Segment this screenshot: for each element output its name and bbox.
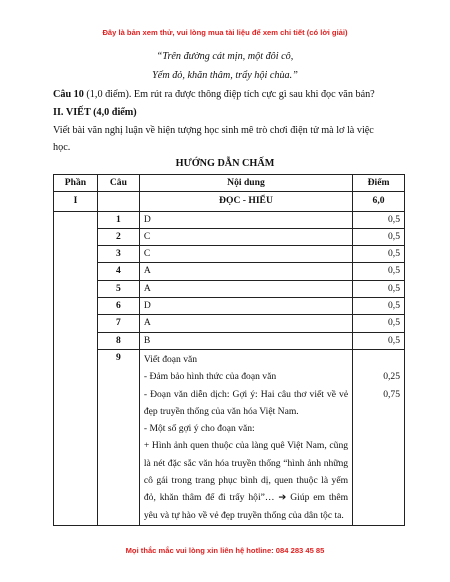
- score: 0,5: [353, 332, 405, 349]
- preview-banner-top: Đây là bản xem thử, vui lòng mua tài liệu để xem chi tiết (có lời giải): [102, 28, 348, 37]
- q9-line: + Hình ảnh quen thuộc của làng quê Việt Nam, cũng là nét đặc sắc văn hóa truyền thống “hình ảnh những cô gái trong trang phục bình dị, quen thuộc là yếm đỏ, khăn thâm để đi trẩy hội”… ➔ Giúp em thêm yêu và tự hào về vẻ đẹp truyền thống của dân tộc ta.: [143, 440, 349, 521]
- q9-line: - Đoạn văn diễn dịch: Gợi ý: Hai câu thơ viết về vẻ đẹp truyền thống của văn hóa Việt Nam.: [143, 388, 349, 417]
- table-row: [54, 263, 405, 280]
- hotline-banner-bottom: Mọi thắc mắc vui lòng xin liên hệ hotline: 084 283 45 85: [125, 546, 325, 555]
- section-score: 6,0: [353, 192, 405, 211]
- table-row: [54, 228, 405, 245]
- table-row: [54, 211, 405, 228]
- score: 0,5: [353, 246, 405, 263]
- question-number: 4: [97, 263, 139, 280]
- answer: A: [139, 263, 352, 280]
- q9-line: - Đảm bảo hình thức của đoạn văn: [143, 371, 277, 383]
- question-10: [53, 88, 405, 102]
- section-empty: [97, 192, 139, 211]
- grading-title: HƯỚNG DẪN CHẤM: [175, 158, 275, 169]
- section-2-title: II. VIẾT (4,0 điểm): [53, 107, 137, 118]
- answer: C: [139, 246, 352, 263]
- question-number: 6: [97, 298, 139, 315]
- header-content: Nội dung: [139, 175, 352, 192]
- question-number: 5: [97, 280, 139, 297]
- score: 0,5: [353, 315, 405, 332]
- question-number: 1: [97, 211, 139, 228]
- answer: A: [139, 315, 352, 332]
- table-header-row: [54, 175, 405, 192]
- question-number: 7: [97, 315, 139, 332]
- q9-score: 0,75: [383, 388, 400, 400]
- table-row: [54, 246, 405, 263]
- table-row: [54, 280, 405, 297]
- part-cell-empty: [54, 211, 98, 525]
- q9-score: 0,25: [383, 371, 400, 383]
- q9-line: - Một số gợi ý cho đoạn văn:: [143, 423, 255, 435]
- header-score: Điểm: [353, 175, 405, 192]
- q9-content: [139, 349, 352, 525]
- poem-line-1: “Trên đường cát mịn, một đôi cô,: [156, 51, 294, 62]
- table-row: [54, 315, 405, 332]
- section-content: ĐỌC - HIỂU: [139, 192, 352, 211]
- score: 0,5: [353, 280, 405, 297]
- question-number: 8: [97, 332, 139, 349]
- essay-prompt-line-2: học.: [53, 142, 71, 153]
- header-part: Phần: [54, 175, 98, 192]
- essay-prompt-line-1: Viết bài văn nghị luận về hiện tượng học sinh mê trò chơi điện tử mà lơ là việc: [53, 125, 374, 136]
- section-part: I: [54, 192, 98, 211]
- header-question: Câu: [97, 175, 139, 192]
- question-10-text: (1,0 điểm). Em rút ra được thông điệp tích cực gì sau khi đọc văn bản?: [83, 89, 375, 100]
- table-row-q9: [54, 349, 405, 525]
- score: 0,5: [353, 211, 405, 228]
- question-10-label: Câu 10: [53, 89, 84, 100]
- answer: D: [139, 298, 352, 315]
- answer: B: [139, 332, 352, 349]
- question-number: 3: [97, 246, 139, 263]
- q9-line: Viết đoạn văn: [143, 353, 198, 365]
- poem-line-2: Yếm đỏ, khăn thâm, trẩy hội chùa.”: [152, 70, 298, 81]
- score: 0,5: [353, 228, 405, 245]
- score: 0,5: [353, 263, 405, 280]
- q9-scores: [353, 349, 405, 525]
- section-row: [54, 192, 405, 211]
- answer: A: [139, 280, 352, 297]
- score: 0,5: [353, 298, 405, 315]
- table-row: [54, 332, 405, 349]
- table-row: [54, 298, 405, 315]
- question-number: 9: [97, 349, 139, 525]
- answer: D: [139, 211, 352, 228]
- question-number: 2: [97, 228, 139, 245]
- answer: C: [139, 228, 352, 245]
- grading-table: [53, 174, 405, 526]
